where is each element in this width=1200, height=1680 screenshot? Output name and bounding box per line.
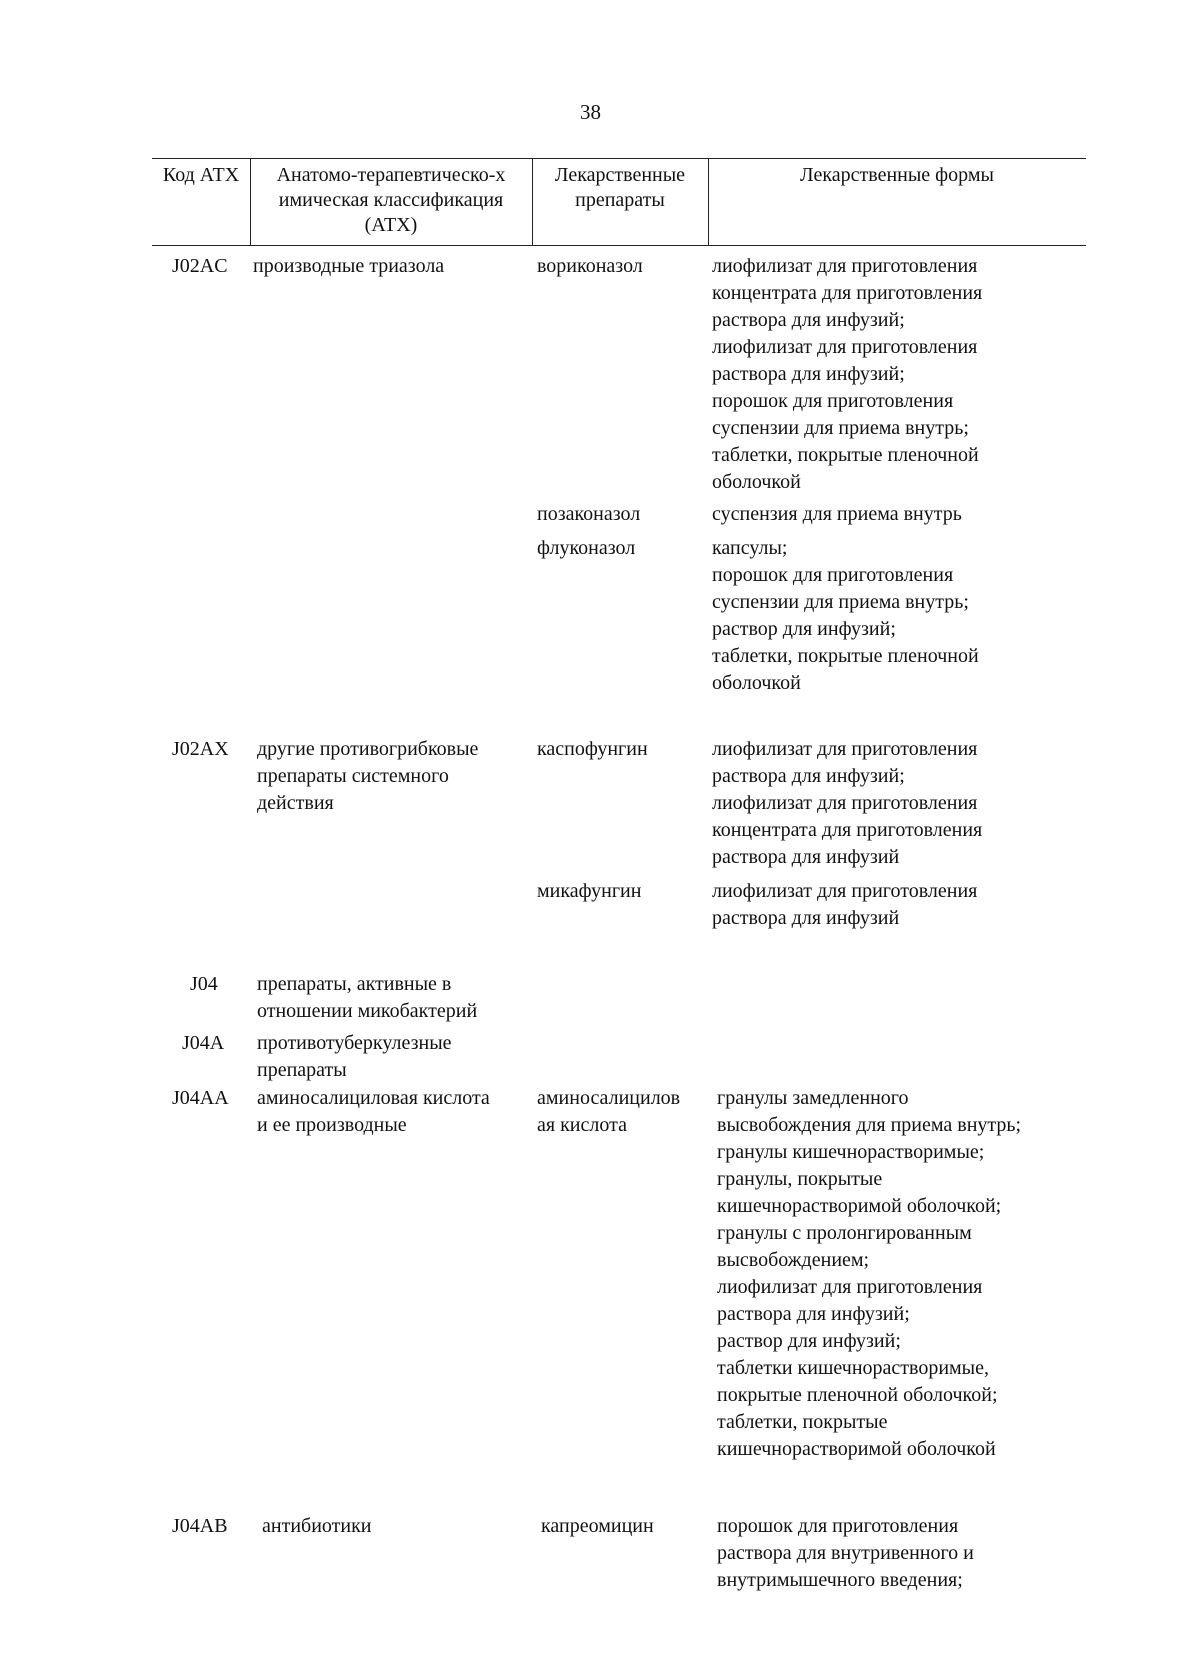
header-classification: Анатомо-терапевтическо-х имическая классификация (АТХ)	[276, 164, 506, 236]
row-drug: микафунгин	[537, 880, 642, 902]
row-code: J04AA	[172, 1087, 229, 1109]
row-classification: другие противогрибковые препараты системного действия	[257, 738, 479, 814]
row-classification: противотуберкулезные препараты	[257, 1032, 452, 1081]
row-code: J04AB	[172, 1515, 228, 1537]
row-code: J02AC	[172, 255, 228, 277]
row-forms: гранулы замедленного высвобождения для приема внутрь; гранулы кишечнорастворимые; гранулы, покрытые кишечнорастворимой оболочкой; гранулы с пролонгированным высвобождением; лиофилизат для приготовления раствора для инфузий; раствор для инфузий; таблетки кишечнорастворимые, покрытые пленочной оболочкой; таблетки, покрытые кишечнорастворимой оболочкой	[717, 1087, 1022, 1460]
row-forms: лиофилизат для приготовления концентрата для приготовления раствора для инфузий; лиофилизат для приготовления раствора для инфузий; порошок для приготовления суспензии для приема внутрь; таблетки, покрытые пленочной оболочкой	[712, 255, 983, 493]
row-code: J04	[190, 973, 218, 995]
table-top-rule	[152, 158, 1086, 159]
row-classification: аминосалициловая кислота и ее производные	[257, 1087, 490, 1136]
row-drug: позаконазол	[537, 503, 641, 525]
header-forms: Лекарственные формы	[800, 164, 994, 186]
row-classification: препараты, активные в отношении микобактерий	[257, 973, 478, 1022]
row-classification: антибиотики	[262, 1515, 372, 1537]
row-drug: флуконазол	[537, 537, 636, 559]
header-code: Код АТХ	[162, 164, 240, 186]
row-drug: аминосалицилов ая кислота	[537, 1087, 681, 1136]
row-code: J04A	[182, 1032, 225, 1054]
row-forms: лиофилизат для приготовления раствора для инфузий	[712, 880, 978, 929]
row-code: J02AX	[172, 738, 229, 760]
row-forms: капсулы; порошок для приготовления суспензии для приема внутрь; раствор для инфузий; таблетки, покрытые пленочной оболочкой	[712, 537, 979, 694]
row-drug: каспофунгин	[537, 738, 648, 760]
row-drug: вориконазол	[537, 255, 643, 277]
row-drug: капреомицин	[541, 1515, 654, 1537]
table-header-bottom-rule	[152, 245, 1086, 246]
row-forms: лиофилизат для приготовления раствора для инфузий; лиофилизат для приготовления концентрата для приготовления раствора для инфузий	[712, 738, 983, 868]
header-drugs: Лекарственные препараты	[554, 164, 686, 211]
page-number: 38	[580, 100, 601, 124]
row-classification: производные триазола	[253, 255, 445, 277]
row-forms: порошок для приготовления раствора для внутривенного и внутримышечного введения;	[717, 1515, 974, 1591]
row-forms: суспензия для приема внутрь	[712, 503, 962, 525]
